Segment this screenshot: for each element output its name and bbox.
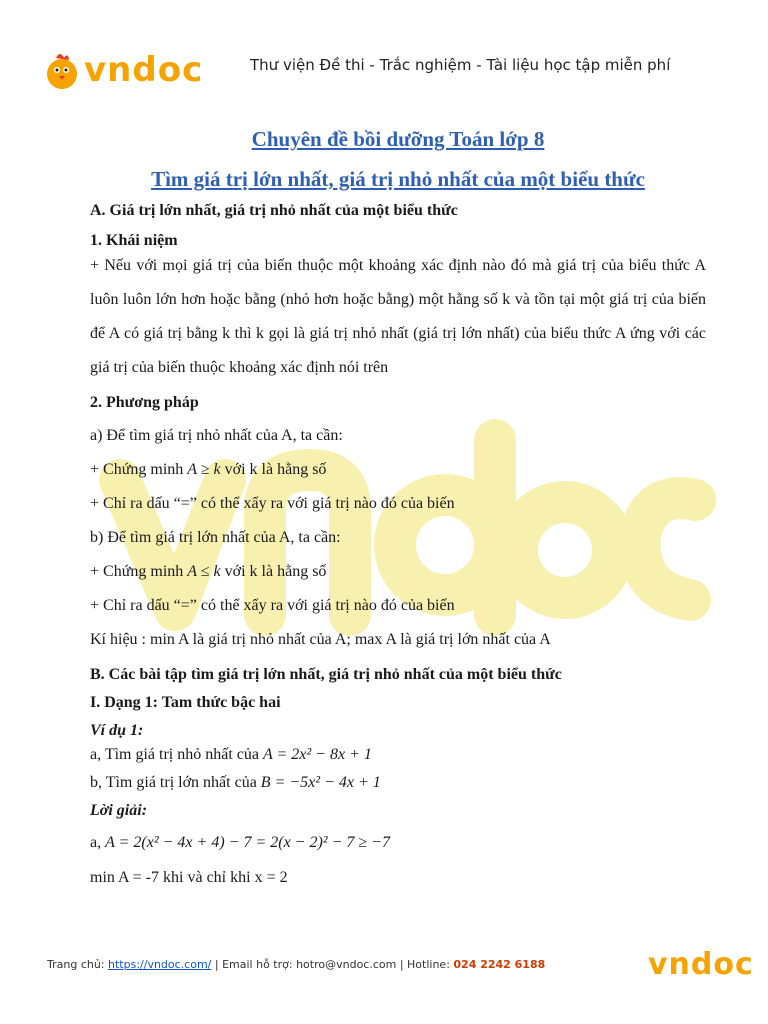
solution-a-math: A = 2(x² − 4x + 4) − 7 = 2(x − 2)² − 7 ≥ −7	[105, 834, 390, 851]
method-b-step2: + Chỉ ra dấu “=” có thể xẩy ra với giá trị nào đó của biến	[90, 597, 455, 614]
definition-paragraph: + Nếu với mọi giá trị của biến thuộc một khoảng xác định nào đó mà giá trị của biểu thức A luôn luôn lớn hơn hoặc bằng (nhỏ hơn hoặc bằng) một hằng số k và tồn tại một giá trị của biến để A có giá trị bằng k thì k gọi là giá trị nhỏ nhất (giá trị lớn nhất) của biểu thức A ứng với các giá trị của biến thuộc khoảng xác định nói trên	[90, 257, 706, 376]
logo-text: vndoc	[84, 50, 204, 90]
document-body	[90, 125, 706, 893]
heading-khai-niem: 1. Khái niệm	[90, 232, 178, 249]
method-a-step1-pre: + Chứng minh	[90, 461, 184, 478]
heading-phuong-phap: 2. Phương pháp	[90, 394, 199, 411]
example1-label: Ví dụ 1:	[90, 722, 144, 739]
method-a-step1-math: A ≥ k	[187, 461, 221, 478]
footer-logo[interactable]: vndoc	[648, 947, 754, 982]
method-b-intro: b) Để tìm giá trị lớn nhất của A, ta cần:	[90, 529, 341, 546]
notation-line: Kí hiệu : min A là giá trị nhỏ nhất của A; max A là giá trị lớn nhất của A	[90, 631, 551, 648]
type1-heading: I. Dạng 1: Tam thức bậc hai	[90, 694, 281, 711]
header-tagline: Thư viện Đề thi - Trắc nghiệm - Tài liệu học tập miễn phí	[250, 56, 671, 74]
footer-home-link[interactable]: https://vndoc.com/	[108, 958, 212, 971]
question-a	[90, 741, 706, 769]
method-b-step1-pre: + Chứng minh	[90, 563, 184, 580]
question-a-math: A = 2x² − 8x + 1	[263, 746, 372, 763]
section-a-heading: A. Giá trị lớn nhất, giá trị nhỏ nhất của một biểu thức	[90, 202, 458, 219]
method-a-step1-post: với k là hằng số	[224, 461, 327, 478]
question-a-text: a, Tìm giá trị nhỏ nhất của	[90, 746, 259, 763]
solution-a-prefix: a,	[90, 834, 102, 851]
doc-title: Chuyên đề bồi dưỡng Toán lớp 8	[251, 127, 545, 151]
page-header	[0, 0, 768, 110]
question-b-math: B = −5x² − 4x + 1	[260, 774, 381, 791]
method-b-step1	[90, 555, 706, 589]
method-b-step1-math: A ≤ k	[187, 563, 221, 580]
section-b-heading: B. Các bài tập tìm giá trị lớn nhất, giá trị nhỏ nhất của một biểu thức	[90, 666, 562, 683]
solution-a-min: min A = -7 khi và chỉ khi x = 2	[90, 869, 288, 886]
method-a-step1	[90, 453, 706, 487]
footer-contact: | Email hỗ trợ: hotro@vndoc.com | Hotline:	[214, 958, 450, 971]
chick-mascot-icon	[42, 48, 82, 92]
doc-subtitle: Tìm giá trị lớn nhất, giá trị nhỏ nhất của một biểu thức	[151, 167, 645, 191]
method-b-step1-post: với k là hằng số	[224, 563, 327, 580]
page-footer	[47, 958, 747, 971]
method-a-step2: + Chỉ ra dấu “=” có thể xẩy ra với giá trị nào đó của biến	[90, 495, 455, 512]
question-b	[90, 769, 706, 797]
vndoc-logo[interactable]	[42, 48, 203, 92]
footer-hotline: 024 2242 6188	[453, 958, 546, 971]
solution-label: Lời giải:	[90, 802, 148, 819]
method-a-intro: a) Để tìm giá trị nhỏ nhất của A, ta cần:	[90, 427, 343, 444]
solution-a	[90, 823, 706, 863]
question-b-text: b, Tìm giá trị lớn nhất của	[90, 774, 257, 791]
footer-home-label: Trang chủ:	[47, 958, 105, 971]
